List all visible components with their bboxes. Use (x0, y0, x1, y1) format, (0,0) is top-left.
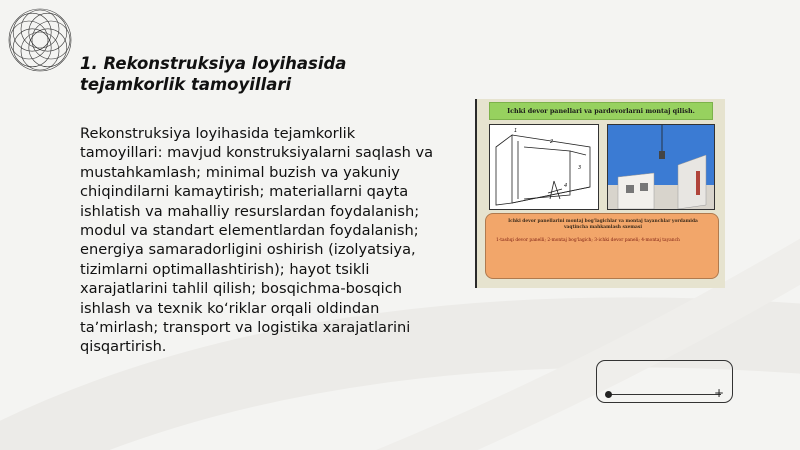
drawing-label-1: 1 (514, 128, 518, 134)
drawing-label-2: 2 (550, 139, 554, 145)
slide-title-line2: tejamkorlik tamoyillari (80, 75, 292, 94)
spirograph-circle-logo-icon (4, 4, 76, 76)
timeline-track[interactable] (609, 394, 721, 395)
figure-header: Ichki devor panellari va pardevorlarni montaj qilish. (489, 102, 713, 120)
slide-title (80, 53, 400, 95)
figure-legend-text: 1-tashqi devor panelli; 2-montaj bog'lagich; 3-ichki devor paneli; 4-montaj tayanch (496, 238, 680, 243)
figure-caption-box (485, 213, 719, 279)
timeline-widget[interactable] (596, 360, 733, 403)
figure-caption-text: Ichki devor panellarini montaj bog'lagichlar va montaj tayanchlar yordamida vaqtincha mahkamlash sxemasi (508, 219, 698, 230)
drawing-label-3: 3 (578, 165, 582, 171)
construction-figure (475, 99, 725, 288)
slide-title-line1: 1. Rekonstruksiya loyihasida (80, 54, 347, 73)
panel-mounting-drawing (489, 124, 599, 210)
timeline-dot-icon[interactable] (605, 391, 612, 398)
drawing-label-4: 4 (564, 183, 568, 189)
construction-photo (607, 124, 715, 210)
slide-body-text: Rekonstruksiya loyihasida tejamkorlik tamoyillari: mavjud konstruksiyalarni saqlash va mustahkamlash; minimal buzish va yakuniy chiqindilarni kamaytirish; materiallarni qayta ishlatish va mahalliy resurslardan foydalanish; modul va standart elementlardan foydalanish; energiya samaradorligini oshirish (izolyatsiya, tizimlarni optimallashtirish); hayot tsikli xarajatlarini tahlil qilish; bosqichma-bosqich ishlash va texnik koʻriklar orqali oldindan taʼmirlash; transport va logistika xarajatlarini qisqartirish. (80, 125, 434, 356)
timeline-plus-icon[interactable]: + (714, 386, 725, 400)
